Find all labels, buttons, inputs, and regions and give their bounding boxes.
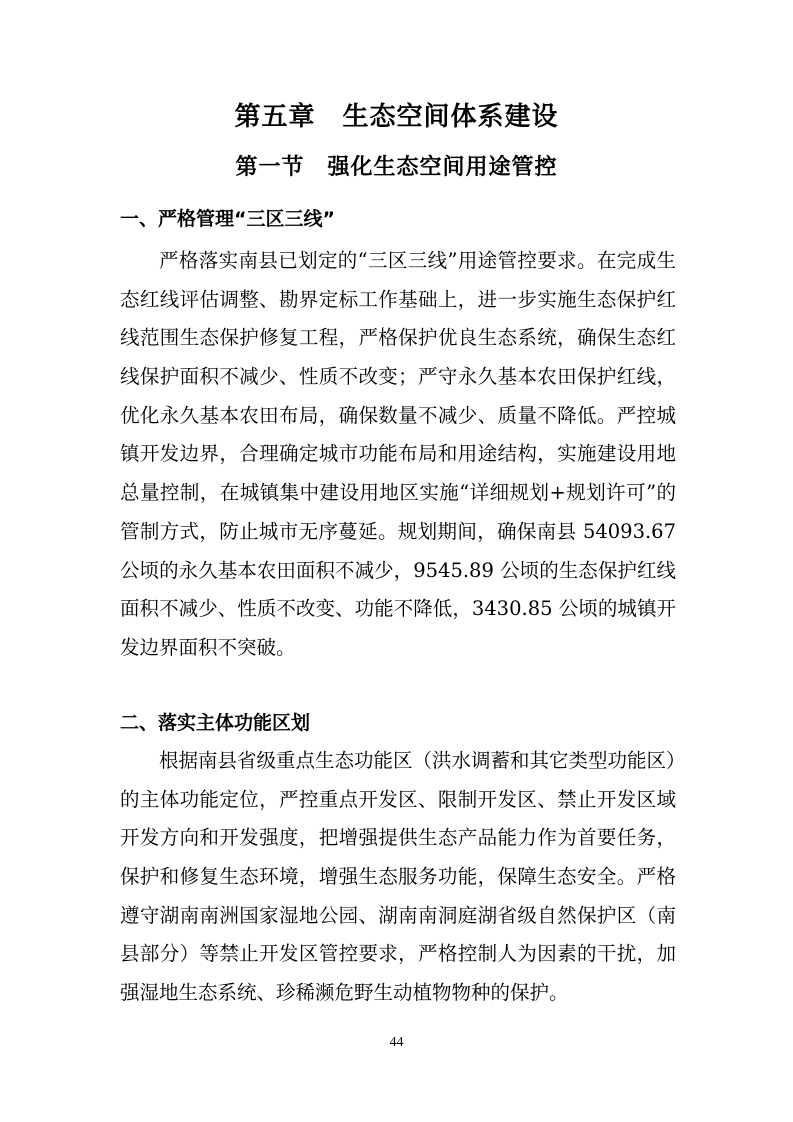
heading-strict-management: 一、严格管理“三区三线” — [120, 208, 335, 230]
paragraph-line: 镇开发边界，合理确定城市功能布局和用途结构，实施建设用地 — [120, 442, 676, 466]
paragraph-line: 强湿地生态系统、珍稀濒危野生动植物物种的保护。 — [120, 981, 569, 1005]
paragraph-main-function-zoning — [120, 742, 686, 1013]
chapter-title: 第五章 生态空间体系建设 — [234, 102, 559, 132]
paragraph-line: 保护和修复生态环境，增强生态服务功能，保障生态安全。严格 — [120, 865, 676, 889]
section-title: 第一节 强化生态空间用途管控 — [235, 155, 558, 180]
heading-main-function-zoning: 二、落实主体功能区划 — [120, 712, 311, 734]
paragraph-line: 面积不减少、性质不改变、功能不降低，3430.85 公顷的城镇开 — [120, 597, 676, 621]
paragraph-line: 管制方式，防止城市无序蔓延。规划期间，确保南县 54093.67 — [120, 519, 676, 543]
paragraph-line: 线范围生态保护修复工程，严格保护优良生态系统，确保生态红 — [120, 326, 676, 350]
paragraph-line: 开发方向和开发强度，把增强提供生态产品能力作为首要任务， — [120, 826, 676, 850]
paragraph-line: 遵守湖南南洲国家湿地公园、湖南南洞庭湖省级自然保护区（南 — [120, 903, 676, 927]
paragraph-line: 态红线评估调整、勘界定标工作基础上，进一步实施生态保护红 — [120, 287, 676, 311]
paragraph-line: 严格落实南县已划定的“三区三线”用途管控要求。在完成生 — [159, 249, 676, 272]
paragraph-line: 公顷的永久基本农田面积不减少，9545.89 公顷的生态保护红线 — [120, 558, 676, 582]
paragraph-line: 总量控制，在城镇集中建设用地区实施“详细规划+规划许可”的 — [120, 481, 676, 505]
paragraph-line: 线保护面积不减少、性质不改变；严守永久基本农田保护红线， — [120, 365, 676, 389]
paragraph-line: 根据南县省级重点生态功能区（洪水调蓄和其它类型功能区） — [159, 749, 686, 772]
page-number: 44 — [389, 1035, 404, 1050]
paragraph-line: 县部分）等禁止开发区管控要求，严格控制人为因素的干扰，加 — [120, 942, 676, 966]
paragraph-line: 的主体功能定位，严控重点开发区、限制开发区、禁止开发区域 — [120, 787, 676, 811]
paragraph-line: 优化永久基本农田布局，确保数量不减少、质量不降低。严控城 — [120, 403, 676, 427]
paragraph-line: 发边界面积不突破。 — [120, 635, 296, 659]
paragraph-three-zones-three-lines — [120, 242, 676, 668]
